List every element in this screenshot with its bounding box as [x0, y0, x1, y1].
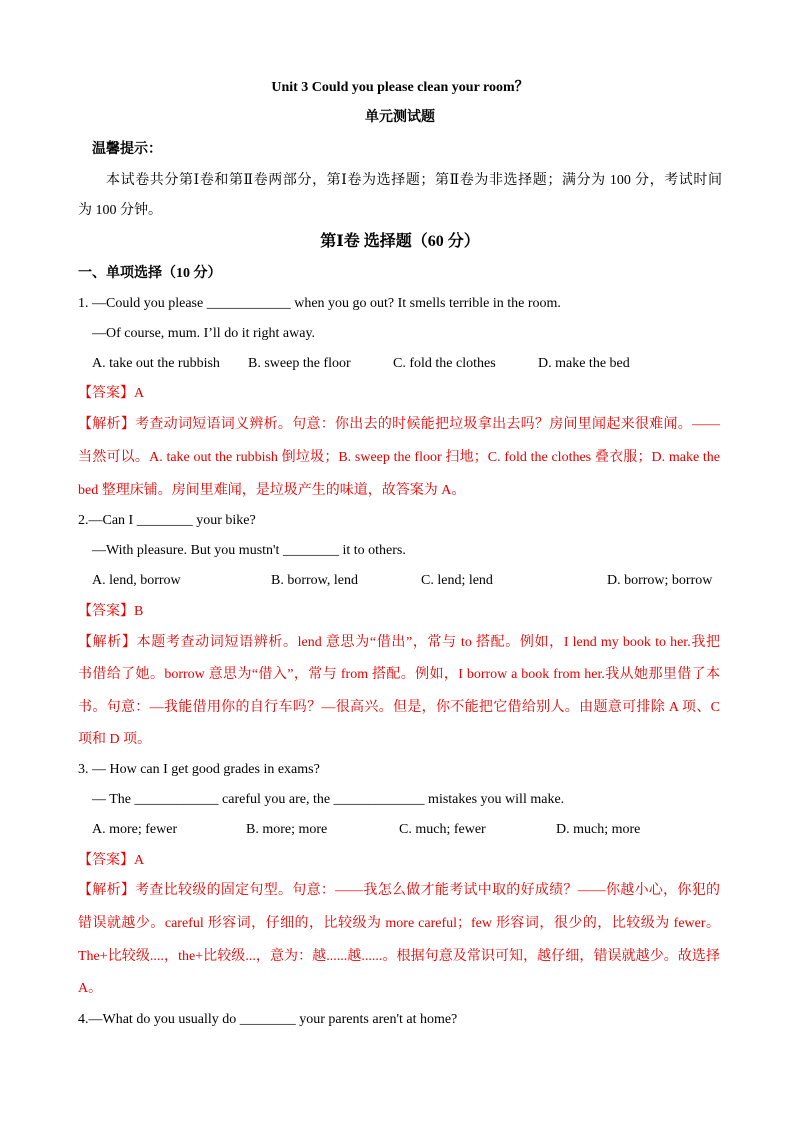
analysis-line: 【解析】本题考查动词短语辨析。lend 意思为“借出”，常与 to 搭配。例如，I lend my book to her.我把: [78, 635, 720, 650]
analysis-line: 错误就越少。careful 形容词，仔细的，比较级为 more careful；few 形容词，很少的，比较级为 fewer。: [78, 916, 720, 931]
analysis-line: A。: [78, 981, 103, 996]
analysis-line: 书借给了她。borrow 意思为“借入”，常与 from 搭配。例如，I borrow a book from her.我从她那里借了本: [78, 667, 720, 682]
option-c: C. much; fewer: [399, 822, 486, 837]
analysis-line: 【解析】考查动词短语词义辨析。句意：你出去的时候能把垃圾拿出去吗？房间里闻起来很难闻。——: [78, 417, 720, 432]
page-title: Unit 3 Could you please clean your room？: [271, 80, 529, 95]
analysis-line: 【解析】考查比较级的固定句型。句意：——我怎么做才能考试中取的好成绩？——你越小心，你犯的: [78, 883, 720, 898]
option-a: A. lend, borrow: [92, 573, 181, 588]
analysis-line: 项和 D 项。: [78, 732, 152, 747]
analysis-line: 书。句意：—我能借用你的自行车吗？—很高兴。但是，你不能把它借给别人。由题意可排除 A 项、C: [78, 700, 720, 715]
option-b: B. borrow, lend: [271, 573, 358, 588]
option-d: D. make the bed: [538, 356, 630, 371]
tip-text-line2: 为 100 分钟。: [78, 203, 162, 218]
question-stem: 1. —Could you please ____________ when you go out? It smells terrible in the room.: [78, 296, 561, 311]
tip-heading: 温馨提示：: [92, 142, 162, 157]
section-title: 一、单项选择（10 分）: [78, 266, 222, 281]
option-d: D. borrow; borrow: [607, 573, 713, 588]
option-a: A. take out the rubbish: [92, 356, 220, 371]
analysis-line: bed 整理床铺。房间里难闻，是垃圾产生的味道，故答案为 A。: [78, 483, 466, 498]
analysis-line: 当然可以。A. take out the rubbish 倒垃圾；B. sweep the floor 扫地；C. fold the clothes 叠衣服；D. make the: [78, 450, 720, 465]
option-b: B. more; more: [246, 822, 328, 837]
question-response: — The ____________ careful you are, the _____________ mistakes you will make.: [92, 792, 565, 807]
question-stem: 2.—Can I ________ your bike?: [78, 513, 256, 528]
question-response: —Of course, mum. I’ll do it right away.: [92, 326, 316, 341]
analysis-line: The+比较级....，the+比较级...，意为：越......越......。根据句意及常识可知，越仔细，错误就越少。故选择: [78, 949, 720, 964]
part-title: 第Ⅰ卷 选择题（60 分）: [320, 233, 480, 250]
answer-label: 【答案】A: [78, 386, 145, 401]
question-stem: 4.—What do you usually do ________ your parents aren't at home?: [78, 1012, 458, 1027]
tip-text-line1: 本试卷共分第Ⅰ卷和第Ⅱ卷两部分，第Ⅰ卷为选择题；第Ⅱ卷为非选择题；满分为 100 分，考试时间: [106, 173, 722, 188]
answer-label: 【答案】B: [78, 604, 144, 619]
answer-label: 【答案】A: [78, 853, 145, 868]
option-a: A. more; fewer: [92, 822, 178, 837]
option-c: C. lend; lend: [421, 573, 493, 588]
option-c: C. fold the clothes: [393, 356, 496, 371]
option-b: B. sweep the floor: [248, 356, 351, 371]
option-d: D. much; more: [556, 822, 641, 837]
page-subtitle: 单元测试题: [365, 110, 435, 125]
question-stem: 3. — How can I get good grades in exams?: [78, 762, 320, 777]
question-response: —With pleasure. But you mustn't ________ it to others.: [92, 543, 406, 558]
